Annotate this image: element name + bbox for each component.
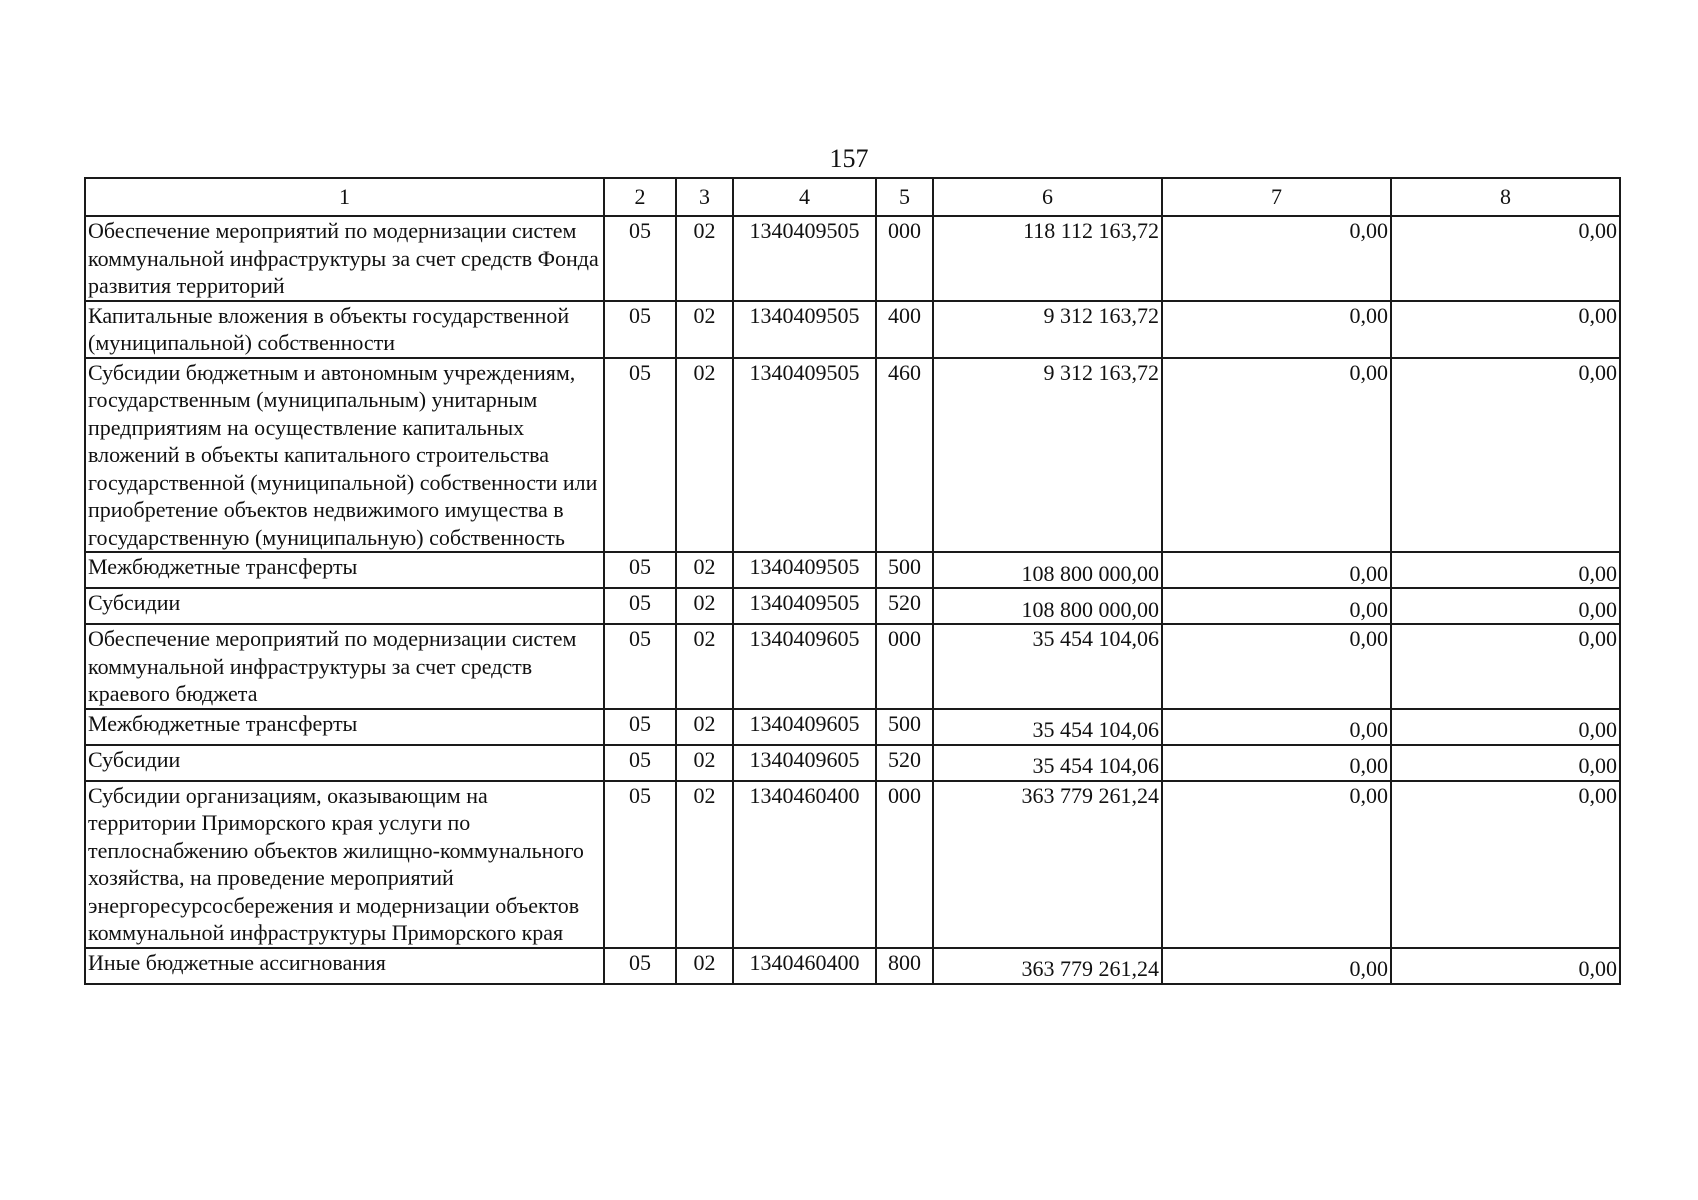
table-row (85, 745, 1620, 781)
target-code: 1340409505 (733, 216, 876, 301)
amount-col-8: 0,00 (1391, 781, 1620, 948)
amount-col-8: 0,00 (1391, 301, 1620, 358)
section-code: 05 (604, 588, 676, 624)
header-row (85, 178, 1620, 216)
section-code: 05 (604, 948, 676, 984)
amount-col-7: 0,00 (1162, 301, 1391, 358)
expense-type-code: 400 (876, 301, 933, 358)
amount-col-8: 0,00 (1391, 624, 1620, 709)
amount-col-8: 0,00 (1391, 358, 1620, 553)
header-cell: 5 (876, 178, 933, 216)
row-name: Межбюджетные трансферты (85, 552, 604, 588)
row-name: Обеспечение мероприятий по модернизации систем коммунальной инфраструктуры за счет средств Фонда развития территорий (85, 216, 604, 301)
table-row (85, 216, 1620, 301)
subsection-code: 02 (676, 301, 733, 358)
amount-col-6: 118 112 163,72 (933, 216, 1162, 301)
expense-type-code: 000 (876, 781, 933, 948)
amount-col-8: 0,00 (1391, 745, 1620, 781)
amount-col-8: 0,00 (1391, 709, 1620, 745)
section-code: 05 (604, 624, 676, 709)
subsection-code: 02 (676, 709, 733, 745)
row-name: Капитальные вложения в объекты государственной (муниципальной) собственности (85, 301, 604, 358)
subsection-code: 02 (676, 745, 733, 781)
amount-col-8: 0,00 (1391, 552, 1620, 588)
target-code: 1340409605 (733, 745, 876, 781)
target-code: 1340409505 (733, 552, 876, 588)
target-code: 1340409605 (733, 709, 876, 745)
subsection-code: 02 (676, 216, 733, 301)
amount-col-7: 0,00 (1162, 624, 1391, 709)
amount-col-7: 0,00 (1162, 781, 1391, 948)
expense-type-code: 460 (876, 358, 933, 553)
amount-col-7: 0,00 (1162, 948, 1391, 984)
table-row (85, 358, 1620, 553)
row-name: Субсидии бюджетным и автономным учреждениям, государственным (муниципальным) унитарным предприятиям на осуществление капитальных вложений в объекты капитального строительства государственной (муниципальной) собственности или приобретение объектов недвижимого имущества в государственную (муниципальную) собственность (85, 358, 604, 553)
subsection-code: 02 (676, 781, 733, 948)
header-cell: 7 (1162, 178, 1391, 216)
expense-type-code: 000 (876, 624, 933, 709)
page-number: 157 (829, 144, 869, 173)
row-name: Обеспечение мероприятий по модернизации систем коммунальной инфраструктуры за счет средств краевого бюджета (85, 624, 604, 709)
section-code: 05 (604, 301, 676, 358)
subsection-code: 02 (676, 624, 733, 709)
target-code: 1340409505 (733, 358, 876, 553)
target-code: 1340409505 (733, 588, 876, 624)
target-code: 1340460400 (733, 781, 876, 948)
row-name: Субсидии организациям, оказывающим на территории Приморского края услуги по теплоснабжению объектов жилищно-коммунального хозяйства, на проведение мероприятий энергоресурсосбережения и модернизации объектов коммунальной инфраструктуры Приморского края (85, 781, 604, 948)
section-code: 05 (604, 552, 676, 588)
target-code: 1340409605 (733, 624, 876, 709)
subsection-code: 02 (676, 948, 733, 984)
section-code: 05 (604, 216, 676, 301)
amount-col-7: 0,00 (1162, 552, 1391, 588)
amount-col-7: 0,00 (1162, 745, 1391, 781)
row-name: Межбюджетные трансферты (85, 709, 604, 745)
expense-type-code: 500 (876, 709, 933, 745)
subsection-code: 02 (676, 588, 733, 624)
table-row (85, 781, 1620, 948)
section-code: 05 (604, 709, 676, 745)
amount-col-6: 108 800 000,00 (933, 552, 1162, 588)
amount-col-6: 108 800 000,00 (933, 588, 1162, 624)
expense-type-code: 000 (876, 216, 933, 301)
amount-col-6: 35 454 104,06 (933, 709, 1162, 745)
table-row (85, 588, 1620, 624)
table-row (85, 948, 1620, 984)
amount-col-7: 0,00 (1162, 588, 1391, 624)
amount-col-8: 0,00 (1391, 948, 1620, 984)
amount-col-8: 0,00 (1391, 588, 1620, 624)
expense-type-code: 500 (876, 552, 933, 588)
header-cell: 3 (676, 178, 733, 216)
table-row (85, 709, 1620, 745)
amount-col-6: 363 779 261,24 (933, 948, 1162, 984)
header-cell: 4 (733, 178, 876, 216)
table-row (85, 552, 1620, 588)
header-cell: 8 (1391, 178, 1620, 216)
table-row (85, 624, 1620, 709)
amount-col-6: 35 454 104,06 (933, 745, 1162, 781)
section-code: 05 (604, 781, 676, 948)
header-cell: 6 (933, 178, 1162, 216)
row-name: Субсидии (85, 588, 604, 624)
subsection-code: 02 (676, 358, 733, 553)
amount-col-6: 35 454 104,06 (933, 624, 1162, 709)
expense-type-code: 520 (876, 588, 933, 624)
budget-table (84, 177, 1621, 985)
amount-col-8: 0,00 (1391, 216, 1620, 301)
amount-col-6: 9 312 163,72 (933, 358, 1162, 553)
amount-col-7: 0,00 (1162, 709, 1391, 745)
section-code: 05 (604, 358, 676, 553)
target-code: 1340460400 (733, 948, 876, 984)
expense-type-code: 800 (876, 948, 933, 984)
expense-type-code: 520 (876, 745, 933, 781)
section-code: 05 (604, 745, 676, 781)
amount-col-6: 363 779 261,24 (933, 781, 1162, 948)
row-name: Субсидии (85, 745, 604, 781)
header-cell: 1 (85, 178, 604, 216)
amount-col-7: 0,00 (1162, 358, 1391, 553)
row-name: Иные бюджетные ассигнования (85, 948, 604, 984)
amount-col-6: 9 312 163,72 (933, 301, 1162, 358)
header-cell: 2 (604, 178, 676, 216)
target-code: 1340409505 (733, 301, 876, 358)
subsection-code: 02 (676, 552, 733, 588)
amount-col-7: 0,00 (1162, 216, 1391, 301)
table-row (85, 301, 1620, 358)
